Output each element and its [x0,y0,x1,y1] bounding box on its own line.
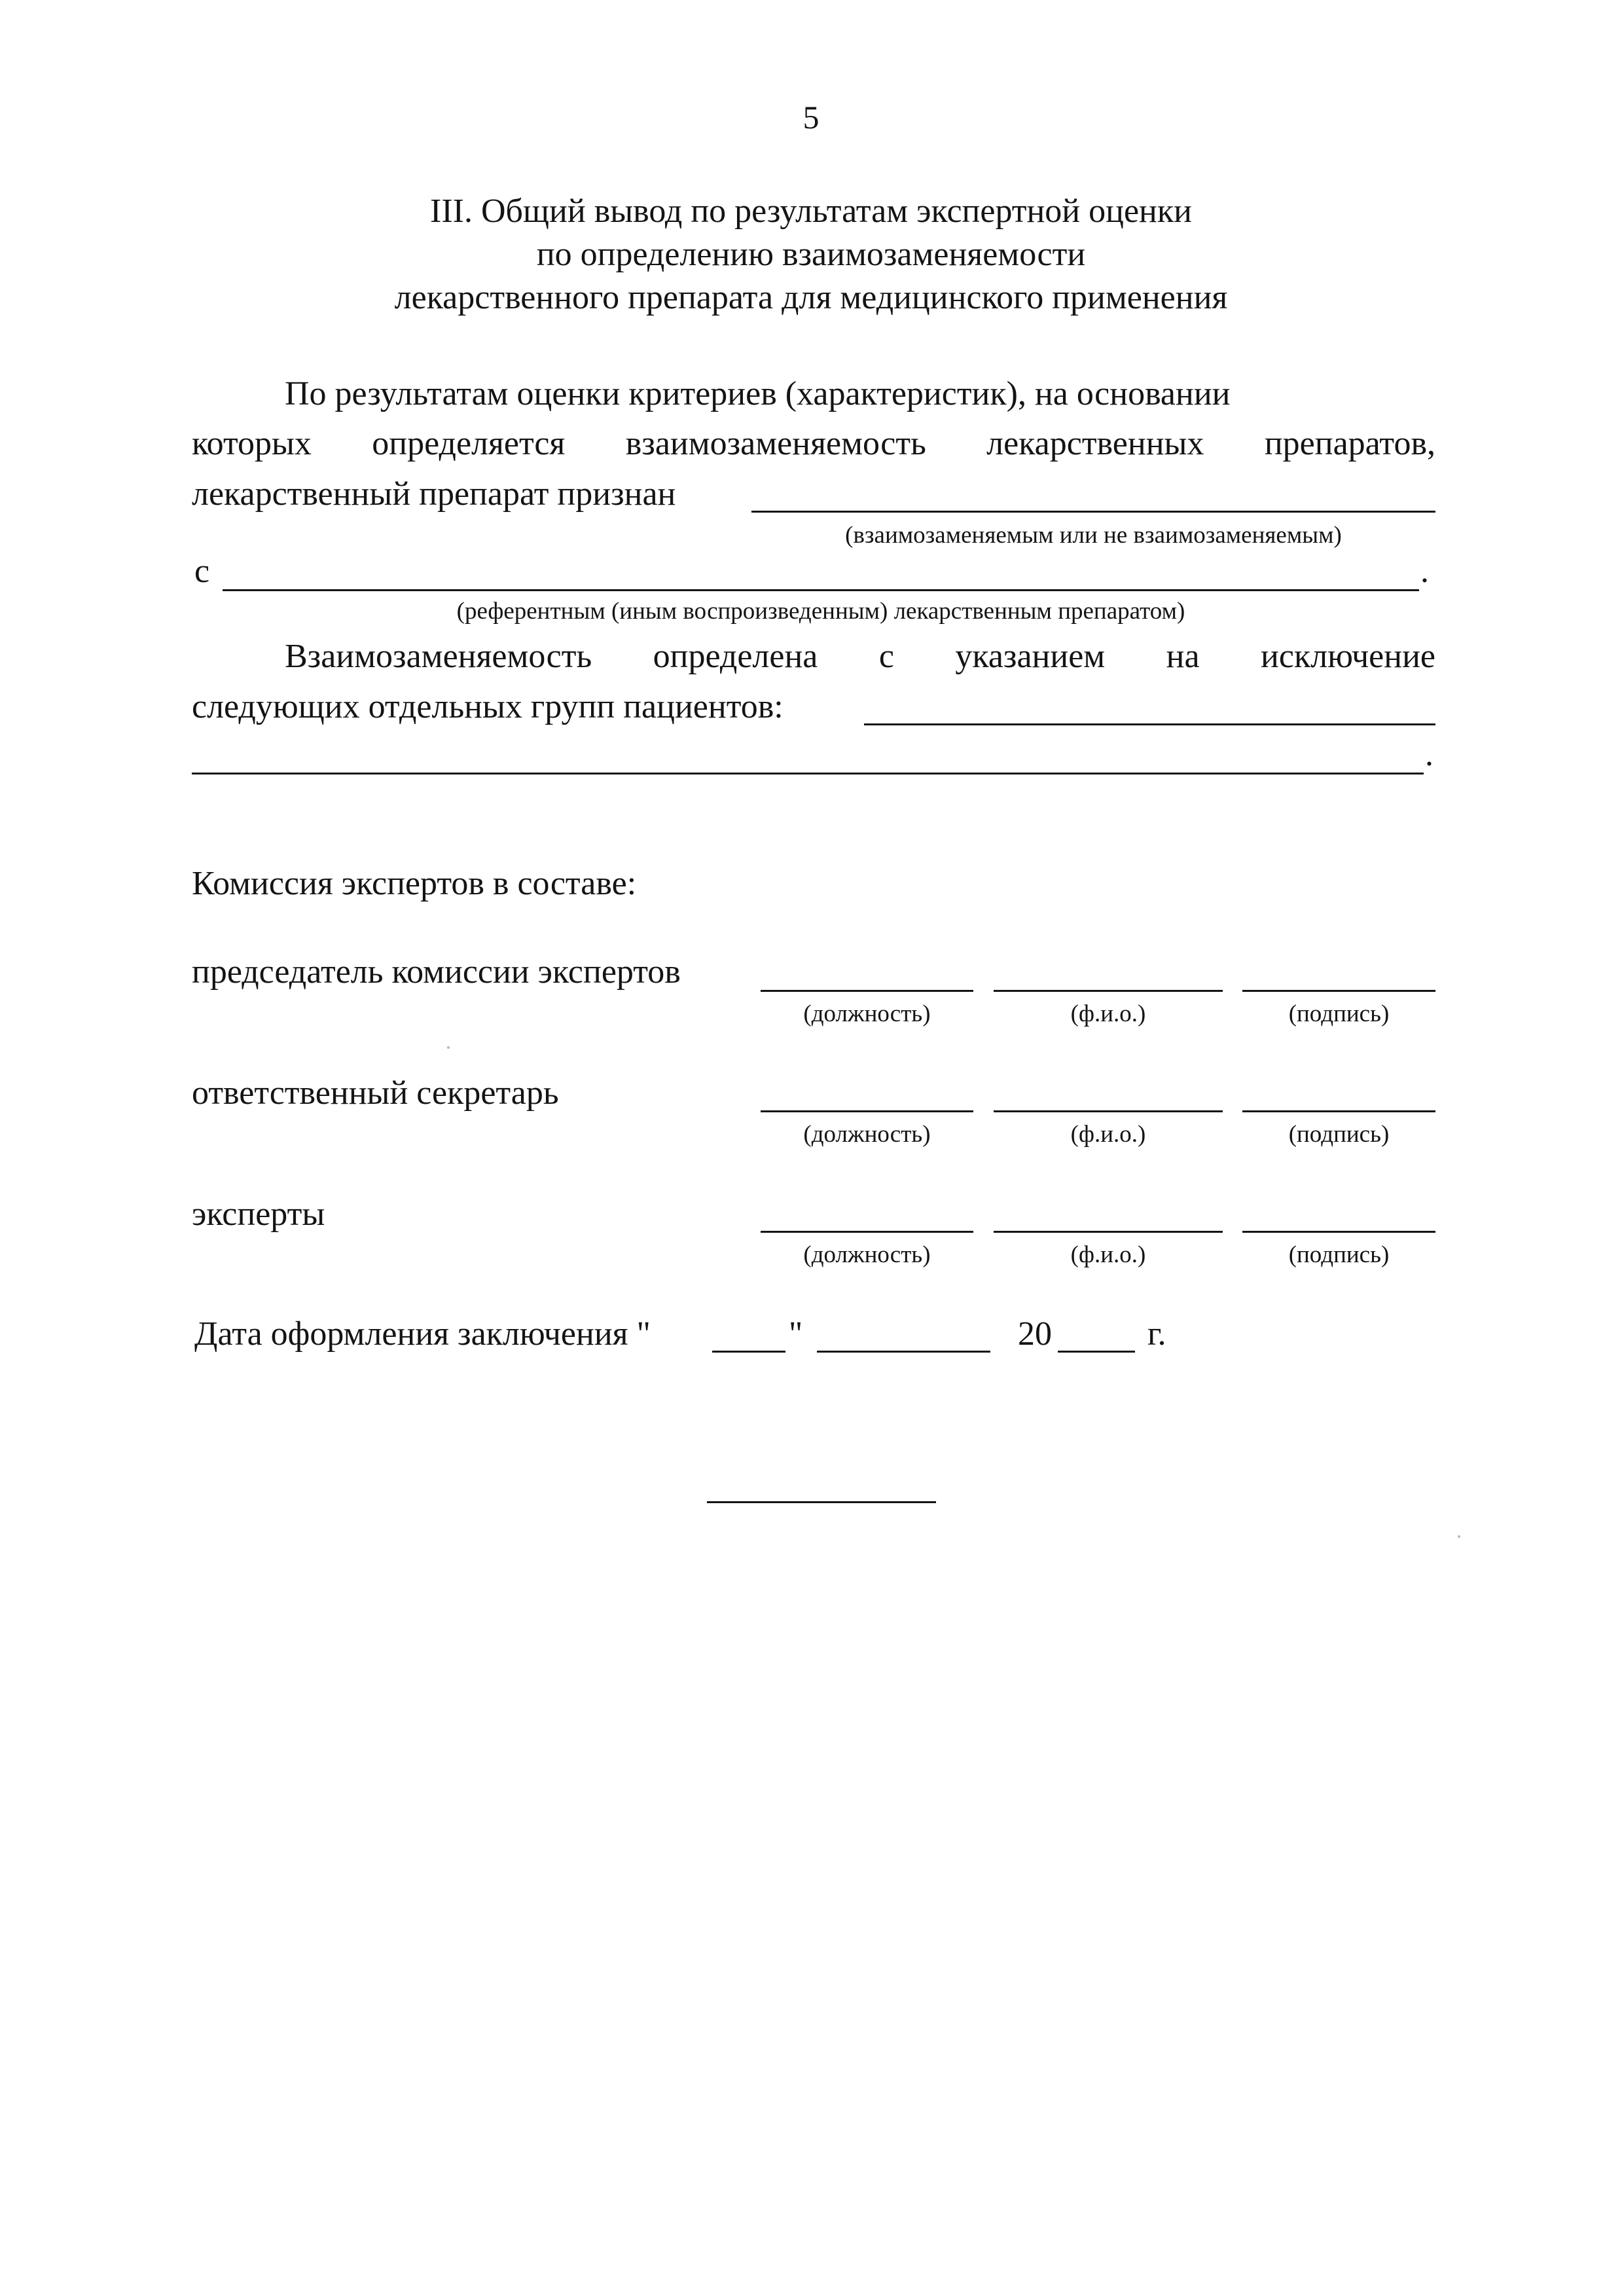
heading-line-1: III. Общий вывод по результатам экспертной оценки [430,192,1192,230]
date-label: Дата оформления заключения " [194,1315,651,1353]
page-number: 5 [802,99,820,136]
date-year-line[interactable] [1058,1351,1135,1353]
date-year-suffix: г. [1147,1315,1166,1353]
reference-drug-fill-line[interactable] [223,589,1419,591]
heading-line-3: лекарственного препарата для медицинского применения [394,279,1228,316]
secretary-signature-line[interactable] [1242,1110,1435,1112]
date-century: 20 [1018,1315,1052,1353]
date-month-line[interactable] [817,1351,990,1353]
experts-name-caption: (ф.и.о.) [1070,1241,1146,1268]
experts-signature-caption: (подпись) [1288,1241,1390,1268]
scan-speck [447,1046,450,1049]
paragraph-1-line-2: которых определяется взаимозаменяемость лекарственных препаратов, [192,425,1435,462]
paragraph-2-line-2: следующих отдельных групп пациентов: [192,688,784,725]
period-2: . [1425,736,1433,773]
patient-groups-fill-line-1[interactable] [864,723,1435,725]
commission-title: Комиссия экспертов в составе: [192,865,637,902]
chairman-name-line[interactable] [994,990,1223,992]
paragraph-1-line-3: лекарственный препарат признан [192,475,676,513]
secretary-name-caption: (ф.и.о.) [1070,1121,1146,1148]
experts-position-caption: (должность) [803,1241,931,1268]
status-fill-line[interactable] [751,511,1435,513]
experts-signature-line[interactable] [1242,1231,1435,1233]
date-quote-close: " [789,1315,803,1353]
reference-drug-caption: (референтным (иным воспроизведенным) лекарственным препаратом) [456,598,1185,625]
status-caption: (взаимозаменяемым или не взаимозаменяемым) [845,522,1342,549]
secretary-label: ответственный секретарь [192,1074,559,1112]
heading-line-2: по определению взаимозаменяемости [536,236,1086,273]
chairman-position-caption: (должность) [803,1000,931,1027]
secretary-position-caption: (должность) [803,1121,931,1148]
chairman-signature-line[interactable] [1242,990,1435,992]
experts-name-line[interactable] [994,1231,1223,1233]
secretary-name-line[interactable] [994,1110,1223,1112]
experts-position-line[interactable] [761,1231,973,1233]
closing-separator-line [707,1501,936,1503]
with-prefix: с [194,553,210,590]
paragraph-2-line-1: Взаимозаменяемость определена с указанием на исключение [285,638,1435,675]
scan-speck [1458,1535,1460,1538]
paragraph-1-line-1: По результатам оценки критериев (характеристик), на основании [285,375,1231,412]
patient-groups-fill-line-2[interactable] [192,773,1424,774]
experts-label: эксперты [192,1195,325,1233]
period-1: . [1420,553,1429,590]
date-day-line[interactable] [712,1351,785,1353]
chairman-signature-caption: (подпись) [1288,1000,1390,1027]
chairman-position-line[interactable] [761,990,973,992]
chairman-name-caption: (ф.и.о.) [1070,1000,1146,1027]
secretary-signature-caption: (подпись) [1288,1121,1390,1148]
section-heading [0,190,1622,319]
chairman-label: председатель комиссии экспертов [192,953,681,991]
secretary-position-line[interactable] [761,1110,973,1112]
